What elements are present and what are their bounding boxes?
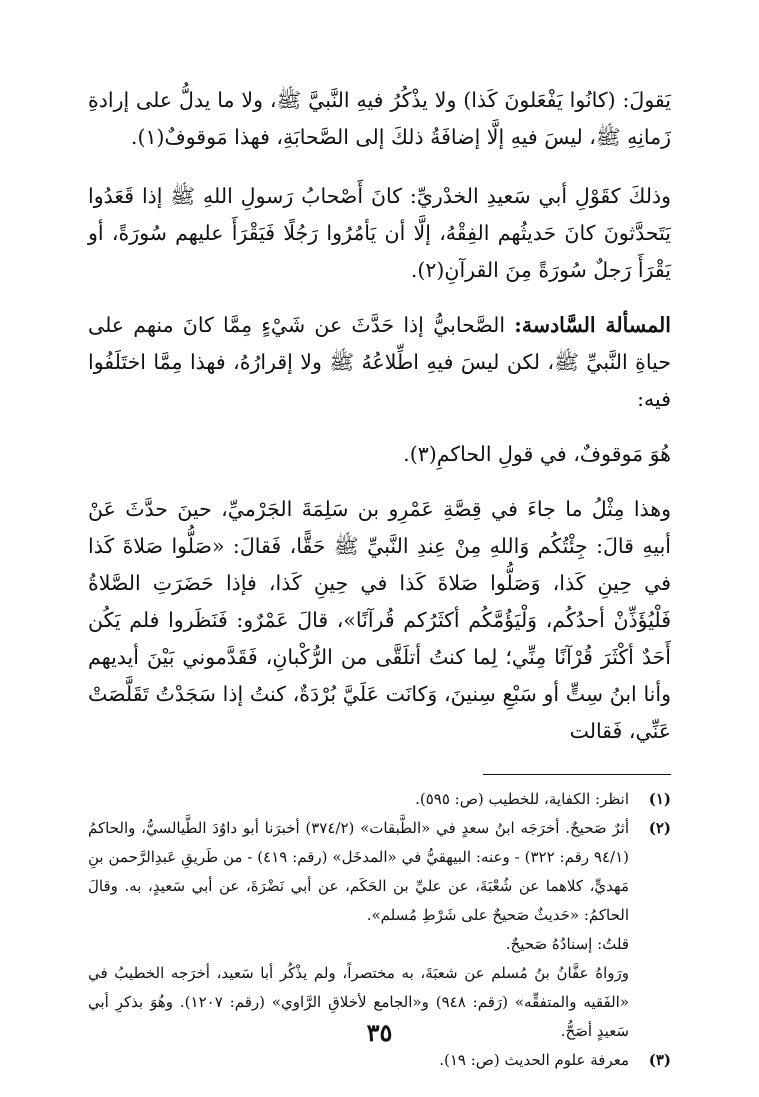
footnote-line: انظر: الكفاية، للخطيب (ص: ٥٩٥). [415, 790, 629, 808]
footnote-body [88, 785, 629, 814]
footnote-body [88, 814, 629, 1046]
footnote [88, 785, 671, 814]
footnote-number: (٢) [648, 819, 671, 837]
footnote-line: أثرٌ صَحيحٌ. أخرَجَه ابنُ سعدٍ في «الطَّبقات» (٣٧٤/٢) أخبرَنا أبو داوُدَ الطَّيالسيُّ، والحاكمُ (٩٤/١ رقم: ٣٢٢) - وعنه: البيهقيُّ في «المدخَل» (رقم: ٤١٩) - من طَريقِ عَبدِالرَّحمن بنِ مَهديٍّ، كلاهما عن شُعْبَةَ، عن عليِّ بن الحَكَم، عن أبي نَضْرَةَ، عن أبي سَعيدٍ، به. وقالَ الحاكمُ: «حَديثٌ صَحيحٌ على شَرْطِ مُسلم». [88, 819, 629, 924]
main-text [88, 82, 671, 750]
paragraph: وذلكَ كقَوْلِ أبي سَعيدِ الخدْريِّ: كانَ أَصْحابُ رَسولِ اللهِ ﷺ إذا قَعَدُوا يَتَحدَّثونَ كانَ حَديثُهم الفِقْهُ، إلَّا أن يَأمُرُوا رَجُلًا فَيَقْرَأَ عليهم سُورَةً، أو يَقْرَأَ رَجلٌ سُورَةً مِنَ القرآنِ(٢). [88, 184, 671, 282]
footnote-number: (٣) [648, 1051, 671, 1069]
footnote-body [88, 1046, 629, 1075]
section-text: الصَّحابيُّ إذا حَدَّثَ عن شَيْءٍ مِمَّا كانَ منهم على حياةِ النَّبيِّ ﷺ، لكن ليسَ فيهِ اطِّلاعُهُ ﷺ ولا إقرارُهُ، فهذا مِمَّا اختَلَفُوا فيه: [88, 313, 671, 411]
paragraph: يَقولَ: (كانُوا يَفْعَلونَ كَذا) ولا يذْكُرُ فيهِ النَّبيَّ ﷺ، ولا ما يدلُّ على إرادةِ زَمانِهِ ﷺ، ليسَ فيهِ إلَّا إضافَةُ ذلكَ إلى الصَّحابَةِ، فهذا مَوقوفٌ(١). [88, 88, 671, 149]
footnote-line: ورَواهُ عفَّانُ بنُ مُسلم عن شعبَةَ، به مختصراً، ولم يذْكُر أبا سَعيد، أخرَجه الخطيبُ في «الفَقيه والمتفقِّه» (رَقم: ٩٤٨) و«الجامع لأخلاقِ الرَّاوي» (رقم: ١٢٠٧). وهُوَ بذكرِ أبي سَعيدٍ أصَحُّ. [88, 964, 630, 1040]
footnote-number: (١) [648, 790, 671, 808]
section-heading: المسألة السَّادسة: [514, 313, 671, 337]
footnote-line: قلتُ: إسنادُهُ صَحيحٌ. [505, 935, 629, 953]
footnote-divider [483, 774, 671, 775]
paragraph-mas-ala [88, 307, 671, 418]
paragraph: هُوَ مَوقوفٌ، في قولِ الحاكمِ(٣). [403, 442, 671, 466]
paragraph: وهذا مِثْلُ ما جاءَ في قِصَّةِ عَمْرِو بن سَلِمَةَ الجَرْميِّ، حينَ حدَّثَ عَنْ أبيهِ قالَ: جِئْتُكُم وَاللهِ مِنْ عِندِ النَّبيِّ ﷺ حَقًّا، فَقالَ: «صَلُّوا صَلاةَ كَذا في حِينِ كَذا، وَصَلُّوا صَلاةَ كَذا في حِينِ كَذا، فإذا حَضَرَتِ الصَّلاةُ فَلْيُؤَذِّنْ أحدُكُم، وَلْيَؤُمَّكُم أكثَرُكم قُرآنًا»، قالَ عَمْرٌو: فَنَظَروا فلم يَكُن أَحَدٌ أكْثَرَ قُرْآنًا مِنِّي؛ لِما كنتُ أتلَقَّى من الرُّكْبانِ، فَقَدَّموني بَيْنَ أيديهم وأنا ابنُ سِتٍّ أو سَبْعِ سِنينَ، وَكانَت عَلَيَّ بُرْدَةٌ، كنتُ إذا سَجَدْتُ تَقَلَّصَتْ عَنِّي، فَقالت [88, 497, 671, 743]
footnote-line: معرفة علوم الحديث (ص: ١٩). [439, 1051, 629, 1069]
footnote [88, 814, 671, 1046]
page-number: ٣٥ [366, 1018, 393, 1047]
footnote [88, 1046, 671, 1075]
